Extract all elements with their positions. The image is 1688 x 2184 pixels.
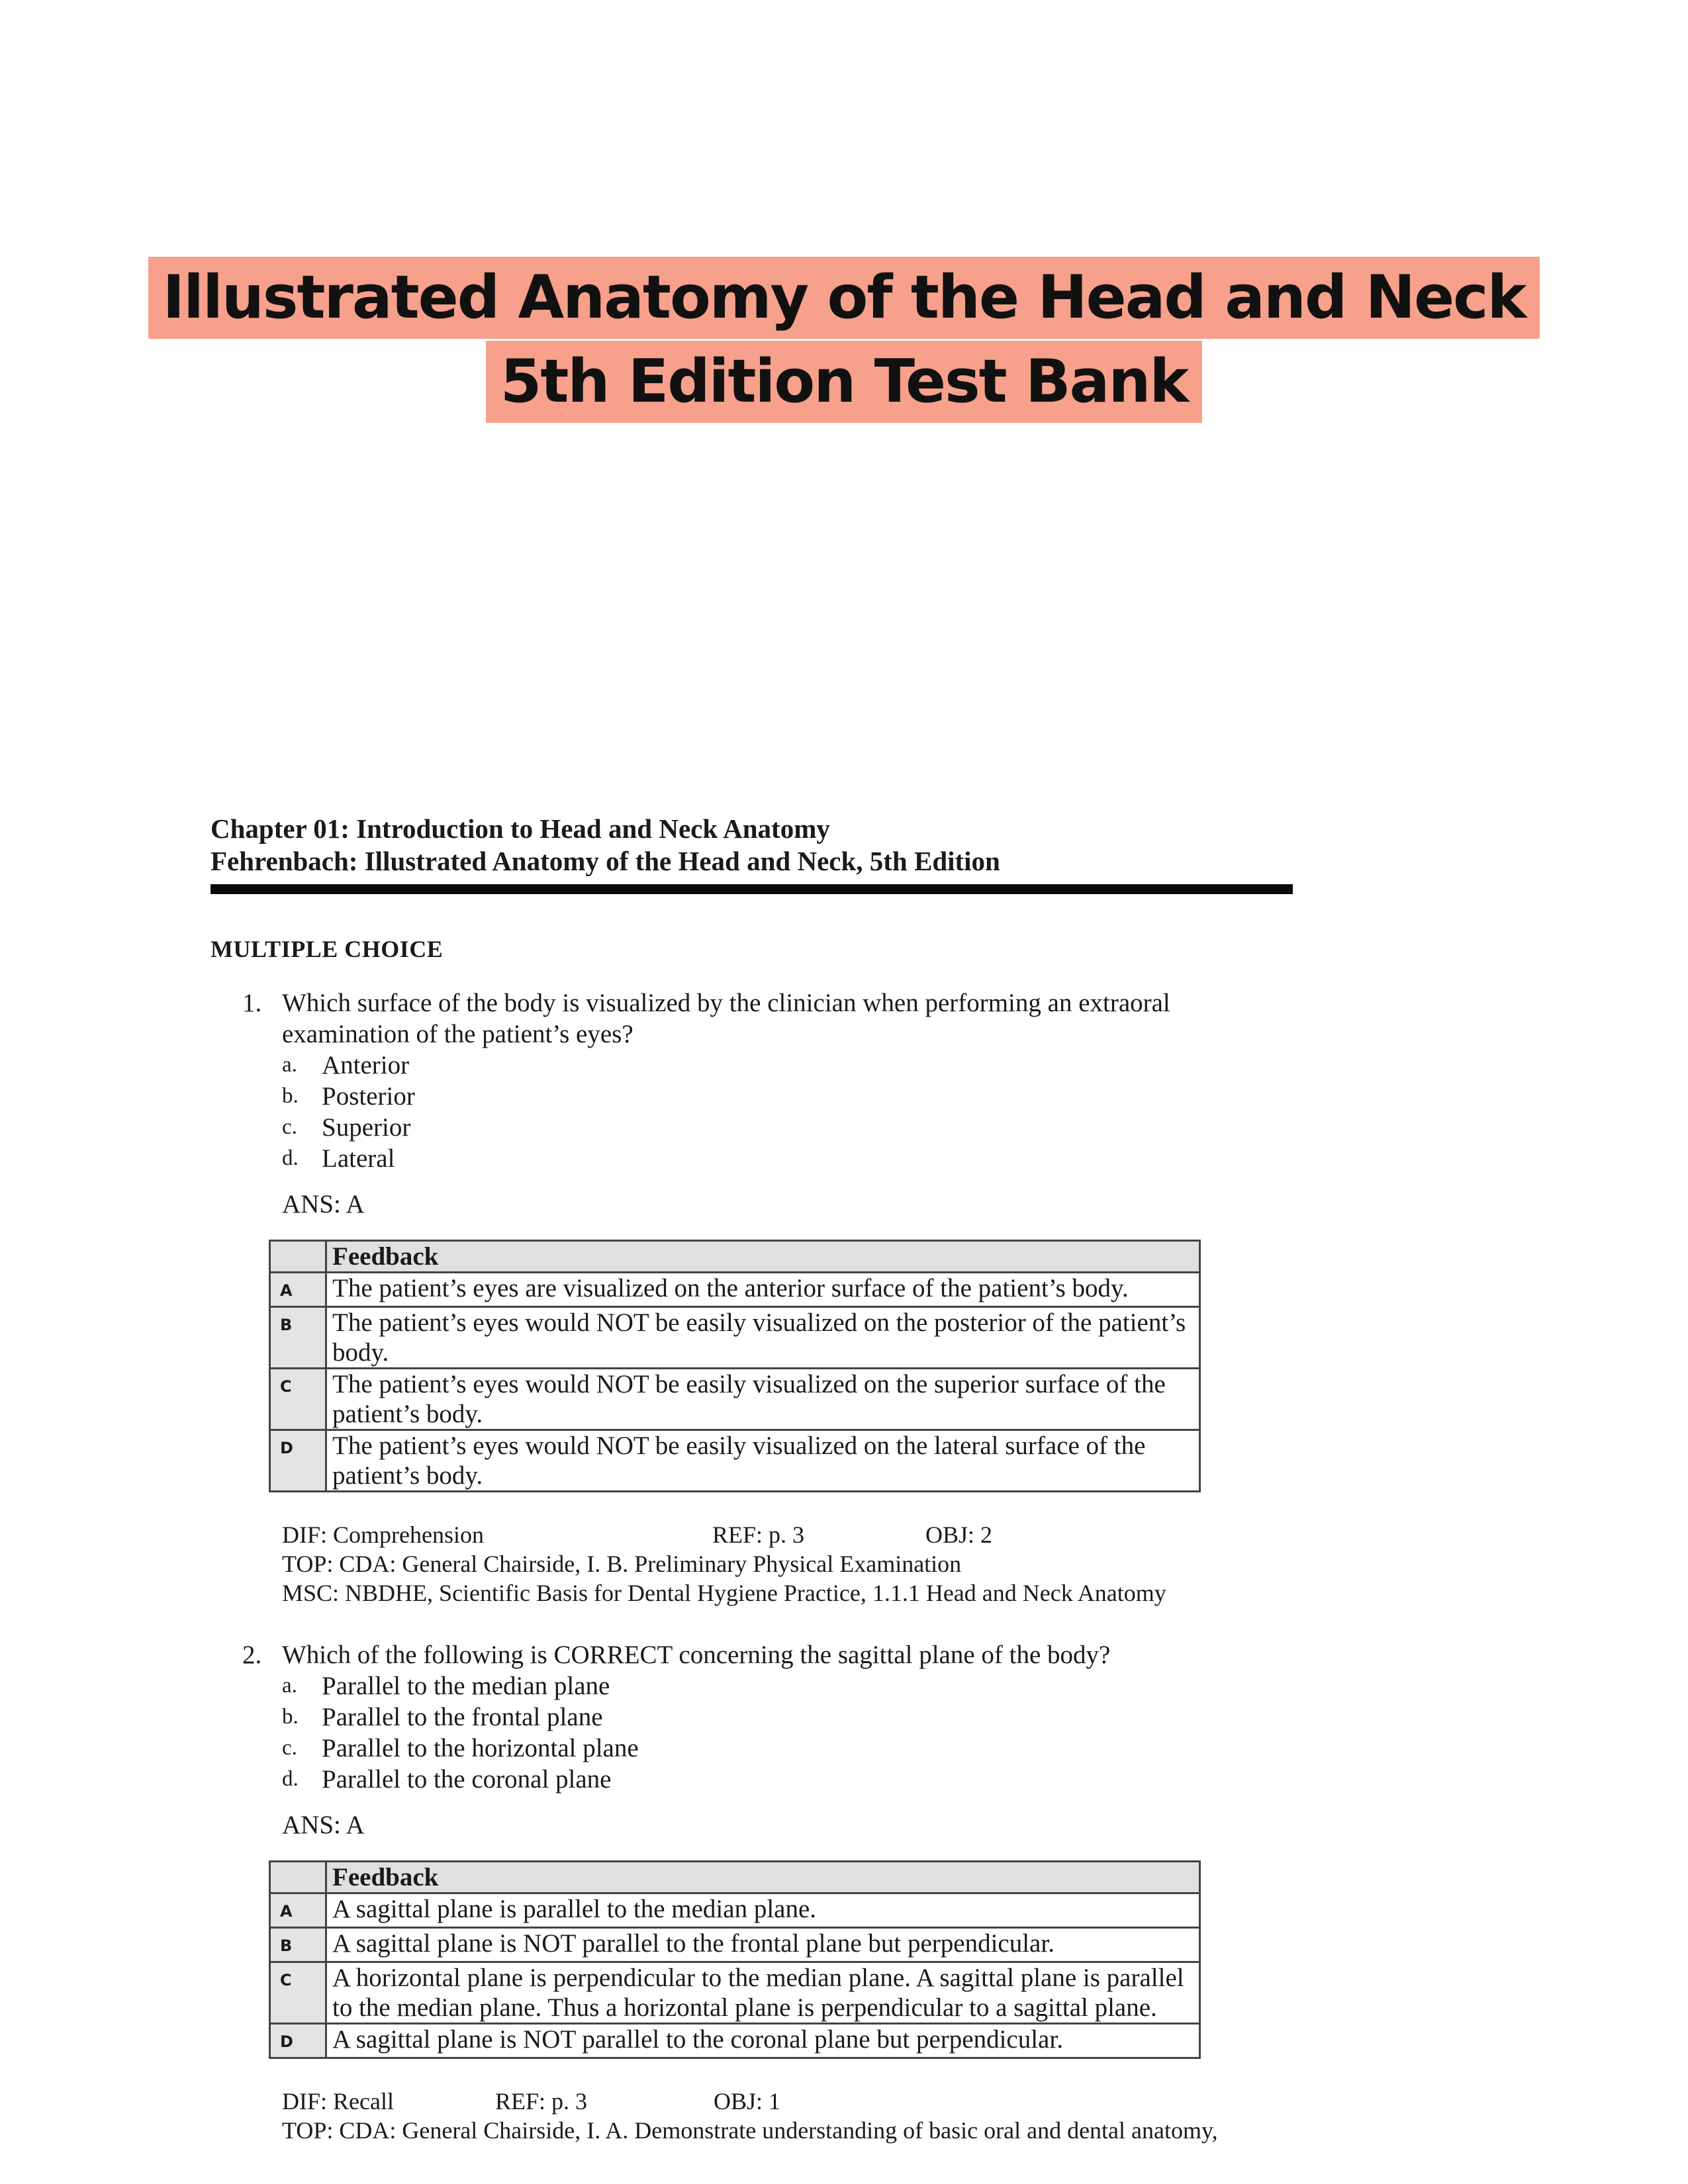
feedback-row: D The patient’s eyes would NOT be easily visualized on the lateral surface of the patient’s body. bbox=[270, 1430, 1200, 1492]
option-d: d. Parallel to the coronal plane bbox=[282, 1765, 612, 1794]
option-d: d. Lateral bbox=[282, 1144, 395, 1173]
meta-row-top bbox=[282, 2116, 1501, 2145]
meta-dif: DIF: Comprehension bbox=[282, 1522, 484, 1548]
option-c: c. Parallel to the horizontal plane bbox=[282, 1734, 639, 1762]
meta-msc: MSC: NBDHE, Scientific Basis for Dental Hygiene Practice, 1.1.1 Head and Neck Anatomy bbox=[282, 1580, 1166, 1606]
feedback-table bbox=[269, 1240, 1201, 1492]
section-heading: MULTIPLE CHOICE bbox=[211, 936, 444, 962]
feedback-row: A A sagittal plane is parallel to the median plane. bbox=[270, 1893, 1200, 1928]
banner-title-text-2: 5th Edition Test Bank bbox=[486, 341, 1203, 423]
feedback-row: D A sagittal plane is NOT parallel to the coronal plane but perpendicular. bbox=[270, 2024, 1200, 2058]
option-a: a. Parallel to the median plane bbox=[282, 1672, 610, 1700]
meta-row-top bbox=[282, 1549, 1501, 1578]
question-stem: Which of the following is CORRECT concerning the sagittal plane of the body? bbox=[282, 1641, 1111, 1669]
banner-title-text-1: Illustrated Anatomy of the Head and Neck bbox=[148, 257, 1540, 339]
meta-row-msc bbox=[282, 1578, 1501, 1608]
option-b: b. Parallel to the frontal plane bbox=[282, 1703, 603, 1731]
meta-dif: DIF: Recall bbox=[282, 2088, 394, 2115]
feedback-header: Feedback bbox=[326, 1862, 1200, 1893]
options-list bbox=[282, 1050, 1501, 1174]
question-number: 1. bbox=[242, 989, 262, 1017]
answer-line: ANS: A bbox=[282, 1190, 365, 1218]
banner-title-line-2 bbox=[0, 341, 1688, 423]
question-metadata bbox=[282, 1520, 1501, 1608]
meta-obj: OBJ: 1 bbox=[714, 2088, 781, 2115]
answer-line: ANS: A bbox=[282, 1811, 365, 1839]
chapter-title: Chapter 01: Introduction to Head and Neck Anatomy bbox=[211, 813, 830, 844]
feedback-header: Feedback bbox=[326, 1241, 1200, 1273]
meta-ref: REF: p. 3 bbox=[712, 1522, 805, 1548]
meta-row-dif bbox=[282, 1520, 1501, 1549]
feedback-header-row bbox=[270, 1862, 1200, 1893]
options-list bbox=[282, 1670, 1501, 1795]
feedback-table bbox=[269, 1860, 1201, 2059]
feedback-row: C A horizontal plane is perpendicular to the median plane. A sagittal plane is parallel to the median plane. Thus a horizontal plane is perpendicular to a sagittal plane. bbox=[270, 1962, 1200, 2024]
header-rule bbox=[211, 884, 1293, 894]
meta-row-dif bbox=[282, 2087, 1501, 2116]
feedback-row: A The patient’s eyes are visualized on the anterior surface of the patient’s body. bbox=[270, 1273, 1200, 1307]
question-metadata bbox=[282, 2087, 1501, 2145]
meta-top: TOP: CDA: General Chairside, I. A. Demonstrate understanding of basic oral and dental anatomy, bbox=[282, 2117, 1218, 2144]
question-2 bbox=[211, 1639, 1501, 2145]
feedback-row: B A sagittal plane is NOT parallel to the frontal plane but perpendicular. bbox=[270, 1928, 1200, 1962]
banner-title-line-1 bbox=[0, 257, 1688, 339]
feedback-row: C The patient’s eyes would NOT be easily visualized on the superior surface of the patient’s body. bbox=[270, 1369, 1200, 1430]
feedback-header-row bbox=[270, 1241, 1200, 1273]
book-title: Fehrenbach: Illustrated Anatomy of the Head and Neck, 5th Edition bbox=[211, 846, 1000, 876]
meta-obj: OBJ: 2 bbox=[925, 1522, 993, 1548]
question-stem: Which surface of the body is visualized by the clinician when performing an extraoral examination of the patient’s eyes? bbox=[282, 989, 1170, 1048]
feedback-row: B The patient’s eyes would NOT be easily visualized on the posterior of the patient’s body. bbox=[270, 1307, 1200, 1369]
meta-ref: REF: p. 3 bbox=[495, 2088, 588, 2115]
option-a: a. Anterior bbox=[282, 1051, 410, 1079]
question-1 bbox=[211, 987, 1501, 1608]
option-b: b. Posterior bbox=[282, 1082, 415, 1111]
question-number: 2. bbox=[242, 1641, 262, 1669]
meta-top: TOP: CDA: General Chairside, I. B. Preliminary Physical Examination bbox=[282, 1551, 962, 1577]
option-c: c. Superior bbox=[282, 1113, 411, 1142]
test-bank-document bbox=[211, 813, 1501, 2145]
